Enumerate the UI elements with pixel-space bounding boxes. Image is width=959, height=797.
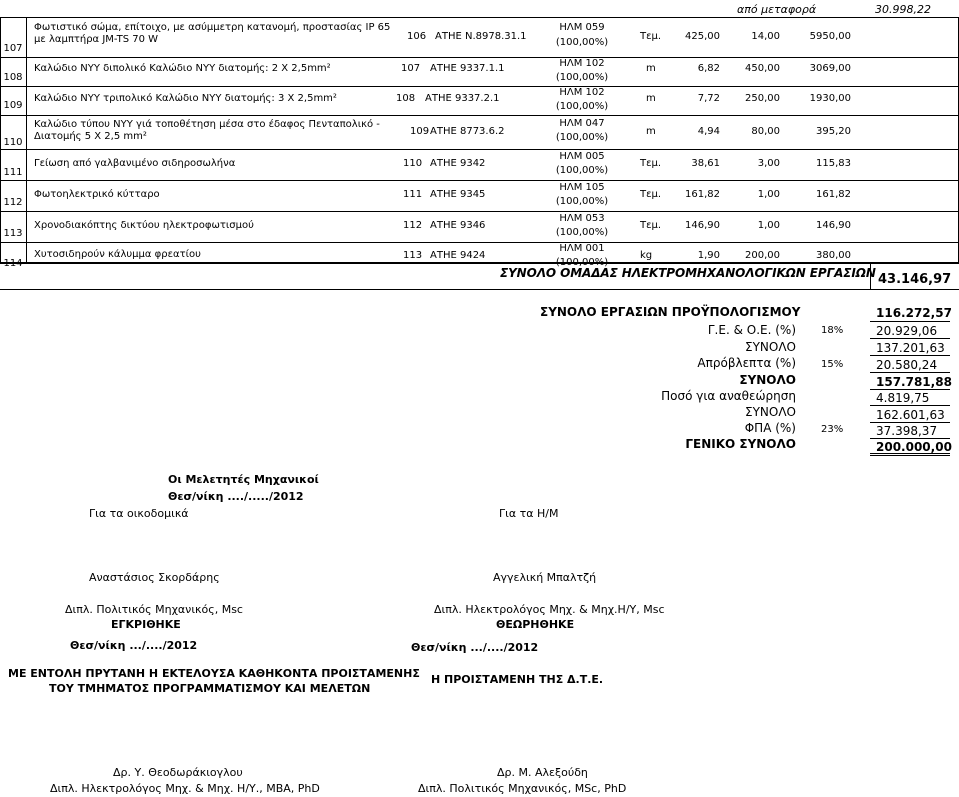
summary-label: ΣΥΝΟΛΟ ΕΡΓΑΣΙΩΝ ΠΡΟΫΠΟΛΟΓΙΣΜΟΥ	[540, 305, 801, 319]
row-item: 112	[403, 220, 423, 231]
approved-label: ΕΓΚΡΙΘΗΚΕ	[111, 618, 181, 631]
summary-value: 4.819,75	[876, 391, 930, 405]
row-percent: (100,00%)	[555, 165, 609, 176]
row-price: 4,94	[697, 126, 720, 137]
summary-value: 20.580,24	[876, 358, 938, 372]
row-description: Χυτοσιδηρούν κάλυμμα φρεατίου	[34, 249, 201, 260]
row-percent: (100,00%)	[555, 101, 609, 112]
row-percent: (100,00%)	[555, 37, 609, 48]
row-qty: 80,00	[751, 126, 780, 137]
row-item: 113	[403, 250, 423, 261]
row-item: 110	[403, 158, 423, 169]
row-price: 7,72	[697, 93, 720, 104]
row-unit: Τεμ.	[640, 189, 662, 200]
row-category: ΗΛΜ 053	[559, 213, 605, 224]
row-number: 109	[3, 100, 23, 111]
row-percent: (100,00%)	[555, 196, 609, 207]
for-building-label: Για τα οικοδομικά	[89, 507, 189, 520]
row-category: ΗΛΜ 047	[559, 118, 605, 129]
row-unit: m	[646, 93, 656, 104]
row-percent: (100,00%)	[555, 132, 609, 143]
row-item: 109	[410, 126, 430, 137]
row-price: 161,82	[685, 189, 720, 200]
row-unit: m	[646, 126, 656, 137]
summary-value: 116.272,57	[876, 306, 952, 320]
row-percent: (100,00%)	[555, 227, 609, 238]
row-code: ΑΤΗΕ 9337.1.1	[430, 63, 505, 74]
row-qty: 14,00	[751, 31, 780, 42]
summary-value: 137.201,63	[876, 341, 945, 355]
row-category: ΗΛΜ 102	[559, 87, 605, 98]
row-qty: 450,00	[745, 63, 780, 74]
summary-value: 200.000,00	[876, 440, 952, 454]
row-price: 1,90	[697, 250, 720, 261]
row-item: 106	[407, 31, 427, 42]
carried-label: από μεταφορά	[737, 3, 817, 16]
reviewed-label: ΘΕΩΡΗΘΗΚΕ	[496, 618, 575, 631]
row-code: ΑΤΗΕ 8773.6.2	[430, 126, 505, 137]
row-number: 108	[3, 72, 23, 83]
row-number: 113	[3, 228, 23, 239]
row-description: Χρονοδιακόπτης δικτύου ηλεκτροφωτισμού	[34, 220, 254, 231]
row-code: ΑΤΗΕ 9424	[430, 250, 486, 261]
reviewed-date: Θεσ/νίκη .../..../2012	[411, 641, 539, 654]
row-unit: kg	[640, 250, 653, 261]
row-qty: 1,00	[757, 220, 780, 231]
row-description: Καλώδιο τύπου ΝΥΥ γιά τοποθέτηση μέσα στο έδαφος Πενταπολικό - Διατομής 5 Χ 2,5 mm²	[34, 119, 380, 142]
row-number: 107	[3, 43, 23, 54]
summary-percent: 18%	[821, 325, 844, 336]
engineer-left-name: Αναστάσιος Σκορδάρης	[89, 571, 220, 584]
row-number: 111	[3, 167, 23, 178]
summary-label: ΦΠΑ (%)	[744, 421, 796, 435]
row-percent: (100,00%)	[555, 72, 609, 83]
row-total: 161,82	[816, 189, 851, 200]
engineer-right-name: Αγγελική Μπαλτζή	[493, 571, 597, 584]
summary-label: Απρόβλεπτα (%)	[697, 356, 796, 370]
summary-value: 162.601,63	[876, 408, 945, 422]
engineer-left-title: Διπλ. Πολιτικός Μηχανικός, Msc	[65, 603, 243, 616]
row-total: 146,90	[816, 220, 851, 231]
row-description: Καλώδιο ΝΥΥ διπολικό Καλώδιο ΝΥΥ διατομής: 2 Χ 2,5mm²	[34, 63, 331, 74]
summary-value: 157.781,88	[876, 375, 952, 389]
for-hm-label: Για τα Η/Μ	[499, 507, 559, 520]
row-category: ΗΛΜ 001	[559, 243, 605, 254]
row-price: 425,00	[685, 31, 720, 42]
row-number: 110	[3, 137, 23, 148]
row-category: ΗΛΜ 059	[559, 22, 605, 33]
row-qty: 200,00	[745, 250, 780, 261]
row-code: ΑΤΗΕ 9346	[430, 220, 486, 231]
summary-value: 37.398,37	[876, 424, 938, 438]
row-qty: 250,00	[745, 93, 780, 104]
row-price: 6,82	[697, 63, 720, 74]
row-description: Φωτιστικό σώμα, επίτοιχο, με ασύμμετρη κατανομή, προστασίας IP 65 με λαμπτήρα JM-TS 70 W	[34, 22, 391, 45]
row-unit: m	[646, 63, 656, 74]
row-unit: Τεμ.	[640, 31, 662, 42]
signatory-left-title: Διπλ. Ηλεκτρολόγος Μηχ. & Μηχ. Η/Υ., MBA, PhD	[50, 782, 320, 795]
signatory-left-name: Δρ. Υ. Θεοδωράκιογλου	[113, 766, 243, 779]
row-code: ΑΤΗΕ 9342	[430, 158, 486, 169]
row-item: 108	[396, 93, 416, 104]
row-category: ΗΛΜ 102	[559, 58, 605, 69]
row-item: 111	[403, 189, 423, 200]
row-description: Φωτοηλεκτρικό κύτταρο	[34, 189, 160, 200]
row-code: ΑΤΗΕ 9345	[430, 189, 486, 200]
summary-label: Ποσό για αναθεώρηση	[661, 389, 796, 403]
row-price: 38,61	[691, 158, 720, 169]
row-price: 146,90	[685, 220, 720, 231]
row-total: 3069,00	[809, 63, 851, 74]
order-line-1: ΜΕ ΕΝΤΟΛΗ ΠΡΥΤΑΝΗ Η ΕΚΤΕΛΟΥΣΑ ΚΑΘΗΚΟΝΤΑ ΠΡΟΙΣΤΑΜΕΝΗΣ	[8, 667, 420, 680]
signatory-right-title: Διπλ. Πολιτικός Μηχανικός, MSc, PhD	[418, 782, 627, 795]
row-number: 114	[3, 258, 23, 269]
row-item: 107	[401, 63, 421, 74]
row-total: 380,00	[816, 250, 851, 261]
summary-value: 20.929,06	[876, 324, 938, 338]
order-line-2: ΤΟΥ ΤΜΗΜΑΤΟΣ ΠΡΟΓΡΑΜΜΑΤΙΣΜΟΥ ΚΑΙ ΜΕΛΕΤΩΝ	[49, 682, 371, 695]
row-category: ΗΛΜ 105	[559, 182, 605, 193]
engineers-title: Οι Μελετητές Μηχανικοί	[168, 473, 319, 486]
group-total-label: ΣΥΝΟΛΟ ΟΜΑΔΑΣ ΗΛΕΚΤΡΟΜΗΧΑΝΟΛΟΓΙΚΩΝ ΕΡΓΑΣΙΩΝ	[500, 266, 876, 280]
rowno-divider	[26, 17, 27, 262]
row-qty: 3,00	[757, 158, 780, 169]
row-qty: 1,00	[757, 189, 780, 200]
row-description: Γείωση από γαλβανιμένο σιδηροσωλήνα	[34, 158, 236, 169]
summary-label: Γ.Ε. & Ο.Ε. (%)	[707, 323, 796, 337]
summary-label: ΣΥΝΟΛΟ	[745, 340, 796, 354]
approved-date: Θεσ/νίκη .../..../2012	[70, 639, 198, 652]
summary-label: ΓΕΝΙΚΟ ΣΥΝΟΛΟ	[685, 437, 796, 451]
row-unit: Τεμ.	[640, 220, 662, 231]
summary-label: ΣΥΝΟΛΟ	[745, 405, 796, 419]
row-percent: (100,00%)	[555, 257, 609, 268]
row-unit: Τεμ.	[640, 158, 662, 169]
row-description: Καλώδιο ΝΥΥ τριπολικό Καλώδιο ΝΥΥ διατομής: 3 Χ 2,5mm²	[34, 93, 337, 104]
row-code: ΑΤΗΕ 9337.2.1	[425, 93, 500, 104]
engineers-date: Θεσ/νίκη ..../...../2012	[168, 490, 304, 503]
row-category: ΗΛΜ 005	[559, 151, 605, 162]
group-total-value: 43.146,97	[878, 272, 952, 287]
row-total: 395,20	[816, 126, 851, 137]
carried-value: 30.998,22	[875, 3, 931, 16]
row-number: 112	[3, 197, 23, 208]
engineer-right-title: Διπλ. Ηλεκτρολόγος Μηχ. & Μηχ.Η/Υ, Msc	[434, 603, 665, 616]
signatory-right-name: Δρ. Μ. Αλεξούδη	[497, 766, 588, 779]
row-total: 115,83	[816, 158, 851, 169]
row-total: 1930,00	[809, 93, 851, 104]
summary-label: ΣΥΝΟΛΟ	[739, 373, 796, 387]
summary-percent: 23%	[821, 424, 844, 435]
row-total: 5950,00	[809, 31, 851, 42]
row-code: ΑΤΗΕ Ν.8978.31.1	[435, 31, 527, 42]
summary-percent: 15%	[821, 359, 844, 370]
head-right-label: Η ΠΡΟΙΣΤΑΜΕΝΗ ΤΗΣ Δ.Τ.Ε.	[431, 673, 604, 686]
